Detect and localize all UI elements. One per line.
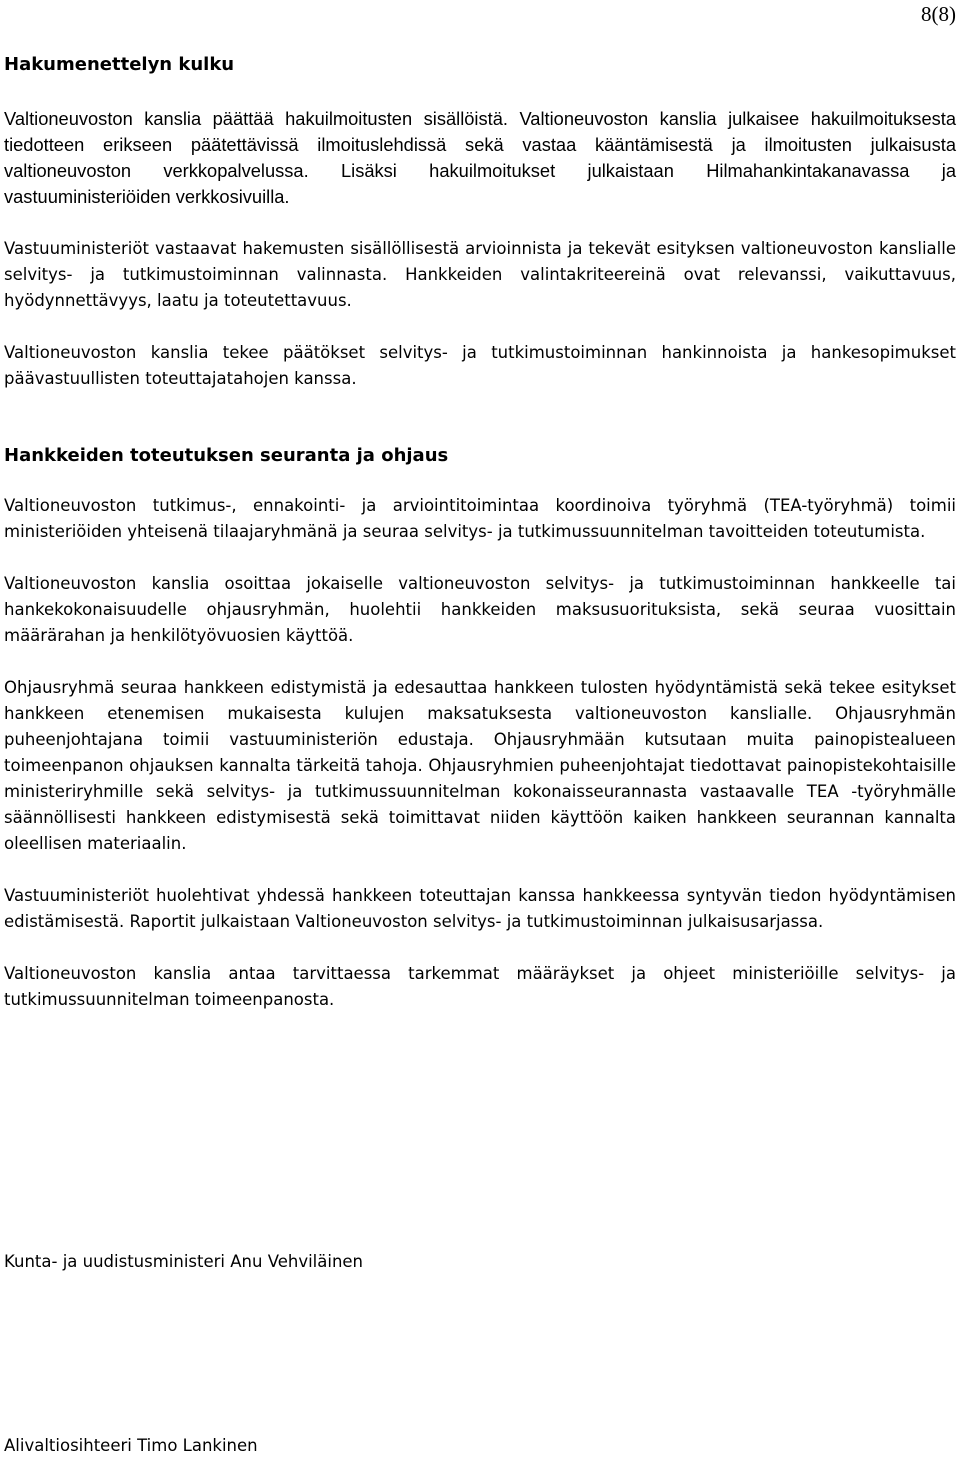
paragraph: Ohjausryhmä seuraa hankkeen edistymistä ja edesauttaa hankkeen tulosten hyödyntämistä sekä tekee esitykset hankkeen etenemisen mukaisesta kulujen maksatuksesta valtioneuvoston kanslialle. Ohjausryhmän puheenjohtajana toimii vastuuministeriön edustaja. Ohjausryhmään kutsutaan muita painopistealueen toimeenpanon ohjauksen kannalta tärkeitä tahoja. Ohjausryhmien puheenjohtajat tiedottavat painopistekohtaisille ministeriryhmille sekä selvitys- ja tutkimussuunnitelman kokonaisseurannasta vastaavalle TEA -työryhmälle säännöllisesti hankkeen edistymisestä sekä toimittavat niiden käyttöön kaiken hankkeen seurannan kannalta oleellisen materiaalin. <box>4 678 956 853</box>
paragraph: Valtioneuvoston tutkimus-, ennakointi- ja arviointitoimintaa koordinoiva työryhmä (TEA-työryhmä) toimii ministeriöiden yhteisenä tilaajaryhmänä ja seuraa selvitys- ja tutkimussuunnitelman tavoitteiden toteutumista. <box>4 496 956 541</box>
section-heading-application-procedure: Hakumenettelyn kulku <box>4 54 235 75</box>
paragraph: Valtioneuvoston kanslia antaa tarvittaessa tarkemmat määräykset ja ohjeet ministeriöille selvitys- ja tutkimussuunnitelman toimeenpanosta. <box>4 964 956 1009</box>
section-heading-monitoring-and-steering: Hankkeiden toteutuksen seuranta ja ohjaus <box>4 445 449 466</box>
paragraph: Vastuuministeriöt vastaavat hakemusten sisällöllisestä arvioinnista ja tekevät esityksen valtioneuvoston kanslialle selvitys- ja tutkimustoiminnan valinnasta. Hankkeiden valintakriteereinä ovat relevanssi, vaikuttavuus, hyödynnettävyys, laatu ja toteutettavuus. <box>4 239 956 310</box>
paragraph: Vastuuministeriöt huolehtivat yhdessä hankkeen toteuttajan kanssa hankkeessa syntyvän tiedon hyödyntämisen edistämisestä. Raportit julkaistaan Valtioneuvoston selvitys- ja tutkimustoiminnan julkaisusarjassa. <box>4 886 956 931</box>
paragraph: Valtioneuvoston kanslia osoittaa jokaiselle valtioneuvoston selvitys- ja tutkimustoiminnan hankkeelle tai hankekokonaisuudelle ohjausryhmän, huolehtii hankkeiden maksusuorituksista, sekä seuraa vuosittain määrärahan ja henkilötyövuosien käyttöä. <box>4 574 956 645</box>
page-number: 8(8) <box>921 2 956 26</box>
paragraph: Valtioneuvoston kanslia tekee päätökset selvitys- ja tutkimustoiminnan hankinnoista ja hankesopimukset päävastuullisten toteuttajatahojen kanssa. <box>4 343 956 388</box>
document-body <box>4 50 956 1013</box>
signature-official: Alivaltiosihteeri Timo Lankinen <box>4 1436 258 1455</box>
signature-minister: Kunta- ja uudistusministeri Anu Vehviläinen <box>4 1252 364 1271</box>
paragraph: Valtioneuvoston kanslia päättää hakuilmoitusten sisällöistä. Valtioneuvoston kanslia julkaisee hakuilmoituksesta tiedotteen erikseen päätettävissä ilmoituslehdissä sekä vastaa kääntämisestä ja ilmoitusten julkaisusta valtioneuvoston verkkopalvelussa. Lisäksi hakuilmoitukset julkaistaan Hilmahankintakanavassa ja vastuuministeriöiden verkkosivuilla. <box>4 108 956 207</box>
